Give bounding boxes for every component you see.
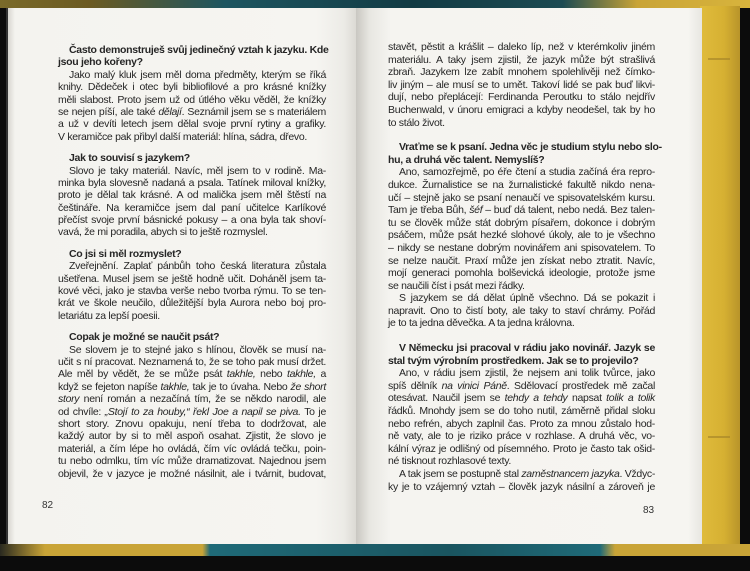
text-span: dukce. Žurnalistice se na žurnalistické fakultě nikdo nena- xyxy=(388,178,655,191)
text-line xyxy=(58,368,326,380)
text-span: se naučili číst i psát mezi řádky. xyxy=(388,279,525,292)
text-span: tak je to úvaha. Nebo xyxy=(189,380,291,393)
text-line xyxy=(58,297,326,309)
text-line xyxy=(58,310,326,322)
left-page-text xyxy=(58,44,329,480)
text-line xyxy=(388,455,655,468)
text-span: tu se člověk může stát dobrým písařem, dokonce i dobrým xyxy=(388,216,655,229)
text-span: A tak jsem se postupně stal xyxy=(399,468,522,480)
text-span: . Vždyc- xyxy=(619,468,656,480)
text-line xyxy=(58,344,326,356)
book-cover-edge-bottom xyxy=(0,544,750,556)
text-span: otesávat. Naučil jsem se xyxy=(388,392,505,405)
text-span: Zveřejnění. Zaplať pánbůh toho česká literatura zůstala xyxy=(69,260,326,273)
text-line xyxy=(58,406,326,418)
text-span: Ano, v rádiu jsem zjistil, že nejsem ani tolik tvůrce, jako xyxy=(399,367,655,380)
text-line xyxy=(58,248,326,260)
text-span: stal tvým výrobním prostředkem. Jak se to projevilo? xyxy=(388,354,639,367)
text-span: se nelze naučit. Praxí může jen získat nebo ztratit. Navíc, xyxy=(388,254,655,267)
text-line xyxy=(388,367,655,380)
text-line xyxy=(58,118,326,130)
text-span: Ano, samozřejmě, po éře čtení a studia začíná éra repro- xyxy=(399,166,655,179)
text-span: liv jiným – ale musí se to umět. Takoví lidé se pak buď likvi- xyxy=(388,78,655,91)
text-span: S jazykem se dá dělat úplně všechno. Dá se pokazit i xyxy=(399,292,655,305)
cover-mark xyxy=(708,436,730,438)
text-line xyxy=(388,342,655,355)
text-line xyxy=(388,418,655,431)
text-line xyxy=(58,44,329,56)
paragraph xyxy=(58,260,326,322)
text-line xyxy=(58,443,326,455)
text-span: přečíst svoje první básnické pokusy – a ona byla tak shoví- xyxy=(58,214,326,227)
text-span: nebo refrén, abych zaplnil čas. Proto za mnou zůstalo hod- xyxy=(388,417,655,430)
cover-mark xyxy=(708,58,730,60)
italic-text: zaměstnancem jazyka xyxy=(521,468,620,480)
text-span: jsou jeho kořeny? xyxy=(58,56,143,69)
paragraph xyxy=(388,292,655,330)
text-line xyxy=(388,217,655,230)
text-span: stavět, pěstit a krášlit – daleko líp, než v kterémkoliv jiném xyxy=(388,41,655,53)
text-span: proto je dělal tak krásné. A od malička jsem měl štěstí na xyxy=(58,189,326,202)
text-span: Jako malý kluk jsem měl doma předměty, kterým se říká xyxy=(69,68,326,81)
text-line xyxy=(388,166,655,179)
text-line xyxy=(388,242,655,255)
text-line xyxy=(58,455,326,467)
text-line xyxy=(388,41,655,54)
italic-text: „Stojí to za houby,“ řekl Joe a napil se piva. xyxy=(104,405,301,418)
text-span: Jak to souvisí s jazykem? xyxy=(69,152,190,165)
text-span: materiálu. A taky jsem zjistil, že jazyk může být strašlivá xyxy=(388,53,655,66)
text-line xyxy=(388,292,655,305)
italic-text: na vinici Páně xyxy=(441,379,507,392)
text-span: je to ta jedna děvečka. A ta jedna královna. xyxy=(388,317,575,330)
text-line xyxy=(58,226,326,238)
text-line xyxy=(58,81,326,93)
text-line xyxy=(388,255,655,268)
text-span: češtináře. Na keramičce jsem dal paní učitelce Karlíkové xyxy=(58,201,326,214)
text-span: spíš dělník xyxy=(388,379,442,392)
page-number-right: 83 xyxy=(643,505,655,516)
text-span: učí – stejně jako se psaní nenaučí ve spisovatelském kursu. xyxy=(388,191,655,204)
interview-question xyxy=(58,331,326,343)
text-line xyxy=(58,131,326,143)
paragraph xyxy=(58,165,326,239)
italic-text: šéf xyxy=(469,204,483,217)
interview-question xyxy=(58,248,326,260)
paragraph xyxy=(58,344,326,480)
text-line xyxy=(58,177,326,189)
text-line xyxy=(388,91,655,104)
text-span: hu, a druhá věc talent. Nemyslíš? xyxy=(388,153,545,166)
text-line xyxy=(388,267,655,280)
right-page-text xyxy=(388,41,662,493)
text-span: . Seznámil jsem se s materiálem xyxy=(181,105,326,118)
text-span: napsat xyxy=(567,392,607,405)
text-span: letariátu za lepší poesii. xyxy=(58,309,160,322)
text-line xyxy=(388,443,655,456)
text-line xyxy=(388,229,655,242)
text-span: Slovo je taky materiál. Navíc, měl jsem to v rodině. Ma- xyxy=(69,164,326,177)
paragraph xyxy=(388,166,655,292)
text-span: nebo xyxy=(255,368,287,381)
text-span: a už v devíti letech jsem dělal svoje první rytiny a grafiky. xyxy=(58,118,326,131)
text-span: Ale měl by vědět, že se může psát xyxy=(58,368,227,381)
text-line xyxy=(388,468,655,481)
text-line xyxy=(388,117,655,130)
text-span: objevil, že v jazyce je možné násilnit, ale i tvárnit, budovat, xyxy=(58,467,326,480)
text-line xyxy=(388,392,655,405)
italic-text: že short xyxy=(290,380,326,393)
text-span: se nejen píší, ale také xyxy=(58,105,159,118)
text-span: knihy. Dědeček i otec byli bibliofilové a pro krásné knížky xyxy=(58,81,326,94)
text-line xyxy=(388,430,655,443)
text-span: kální výraz je odlišný od písemného. Proto je často tak ošid- xyxy=(388,442,655,455)
paragraph xyxy=(388,367,655,468)
text-span: učit s ní pracovat. Neznamená to, že se toho pak musí držet. xyxy=(58,355,326,368)
text-span: ky je to vzájemný vztah – člověk jazyk násilní a zároveň je xyxy=(388,480,655,493)
text-line xyxy=(388,355,655,368)
text-line xyxy=(58,165,326,177)
text-line xyxy=(58,260,326,272)
text-span: né tisknout rozhlasové texty. xyxy=(388,455,512,468)
text-span: – buď dá talent, nebo nedá. Bez talen- xyxy=(482,204,656,217)
text-line xyxy=(58,273,326,285)
left-page xyxy=(6,8,358,544)
text-span: napravit. Ono to čistí boty, ale taky to staví chrámy. Pořád xyxy=(388,304,655,317)
text-span: to stálo život. xyxy=(388,116,445,129)
book-cover-right xyxy=(700,6,740,546)
text-line xyxy=(58,69,326,81)
text-span: V keramičce pak přibyl další materiál: hlína, sádra, dřevo. xyxy=(58,130,307,143)
text-line xyxy=(388,66,655,79)
text-span: měli slabost. Proto jsem už od útlého věku věděl, že knížky xyxy=(58,93,326,106)
text-line xyxy=(58,331,326,343)
paragraph xyxy=(388,41,655,129)
right-page xyxy=(356,8,702,544)
text-line xyxy=(58,152,326,164)
italic-text: takhle, xyxy=(160,380,190,393)
text-line xyxy=(388,54,655,67)
text-line xyxy=(388,104,655,117)
text-line xyxy=(388,481,655,494)
interview-question xyxy=(388,141,662,166)
text-span: tu nebo odmlku, tím víc může dramatizovat. Najednou jsem xyxy=(58,455,326,468)
text-span: každý autor by si to měl aspoň osahat. Zjistit, že slovo je xyxy=(58,430,326,443)
italic-text: tolik a tolik xyxy=(606,392,655,405)
text-line xyxy=(58,285,326,297)
text-span: vavá, že mi poradila, abych si to ještě rozmyslel. xyxy=(58,226,268,239)
text-span: materiál, a čím lépe ho ovládá, čím víc ovládá tečku, poin- xyxy=(58,442,326,455)
text-span: Tam je třeba Bůh, xyxy=(388,204,470,217)
interview-question xyxy=(58,152,326,164)
text-span: není román a nezačíná tím, že se někdo narodil, ale xyxy=(79,393,326,406)
text-span: zbraň. Jazykem lze zabít mnohem spolehlivěji než čímko- xyxy=(388,66,655,79)
text-span: . Sdělovací prostředek mě začal xyxy=(506,379,655,392)
text-span: dují, nebo přeplácejí: Ferdinanda Peroutku to stálo nejdřív xyxy=(388,91,655,104)
italic-text: tehdy a tehdy xyxy=(504,392,568,405)
text-span: a xyxy=(315,368,326,381)
paragraph xyxy=(58,69,326,143)
text-span: psáčem, může psát hezké slohové úkoly, ale to je všechno xyxy=(388,229,655,242)
text-line xyxy=(58,94,326,106)
text-line xyxy=(388,79,655,92)
text-span: minka byla slovesně nadaná a psala. Tatínek miloval knížky, xyxy=(58,176,326,189)
text-line xyxy=(388,380,655,393)
text-span: Často demonstruješ svůj jedinečný vztah k jazyku. Kde xyxy=(69,44,329,56)
text-line xyxy=(388,141,662,154)
text-span: řádků. Mnohdy jsem se do toho nutil, záměrně přidal sloku xyxy=(388,405,655,418)
text-line xyxy=(58,106,326,118)
text-span: krát ve škole neučilo, důležitější byla Aurora nebo boj pro- xyxy=(58,297,326,310)
text-line xyxy=(58,468,326,480)
italic-text: dělají xyxy=(158,105,182,118)
text-line xyxy=(388,154,655,167)
text-span: Copak je možné se naučit psát? xyxy=(69,331,220,344)
text-span: Co jsi si měl rozmyslet? xyxy=(69,247,182,260)
text-span: kové věci, jako je stavba verše nebo tvorba rýmu. To se ten- xyxy=(58,285,326,298)
text-line xyxy=(388,305,655,318)
text-span: Buchenwald, v únoru emigraci a kdyby neodešel, tak by ho xyxy=(388,103,655,116)
text-line xyxy=(58,430,326,442)
text-line xyxy=(388,179,655,192)
text-span: od chvíle: xyxy=(58,405,105,418)
italic-text: story xyxy=(58,393,80,406)
text-span: Vraťme se k psaní. Jedna věc je studium stylu nebo slo- xyxy=(399,141,662,154)
text-line xyxy=(58,202,326,214)
text-line xyxy=(58,214,326,226)
text-span: ušetřena. Musel jsem se ještě hodně učit. Doháněl jsem ta- xyxy=(58,272,326,285)
paragraph xyxy=(388,468,655,493)
interview-question xyxy=(58,44,329,69)
text-line xyxy=(58,393,326,405)
text-line xyxy=(58,56,326,68)
text-line xyxy=(58,356,326,368)
text-span: když se fejeton napíše xyxy=(58,380,161,393)
italic-text: takhle, xyxy=(286,368,316,381)
text-span: – nikdy se nestane dobrým novinářem ani spisovatelem. To xyxy=(388,241,655,254)
text-line xyxy=(388,204,655,217)
italic-text: takhle, xyxy=(226,368,256,381)
text-span: Se slovem je to stejné jako s hlínou, člověk se musí na- xyxy=(69,343,326,356)
text-line xyxy=(58,381,326,393)
text-span: V Německu jsi pracoval v rádiu jako novinář. Jazyk se xyxy=(399,342,655,355)
text-span: short story. Znovu opakuju, není třeba to dodržovat, ale xyxy=(58,417,326,430)
text-line xyxy=(388,192,655,205)
text-span: mojí generaci pomohla bolševická ideologie, protože jsme xyxy=(388,267,655,280)
text-line xyxy=(58,418,326,430)
text-line xyxy=(388,317,655,330)
text-line xyxy=(388,405,655,418)
text-line xyxy=(388,280,655,293)
interview-question xyxy=(388,342,655,367)
page-number-left: 82 xyxy=(42,500,54,511)
text-span: ně vaty, ale to je riziko práce v rozhlase. A druhá věc, vo- xyxy=(388,430,655,443)
book-cover-edge-top xyxy=(0,0,750,8)
text-span: To je xyxy=(300,405,326,418)
text-line xyxy=(58,189,326,201)
